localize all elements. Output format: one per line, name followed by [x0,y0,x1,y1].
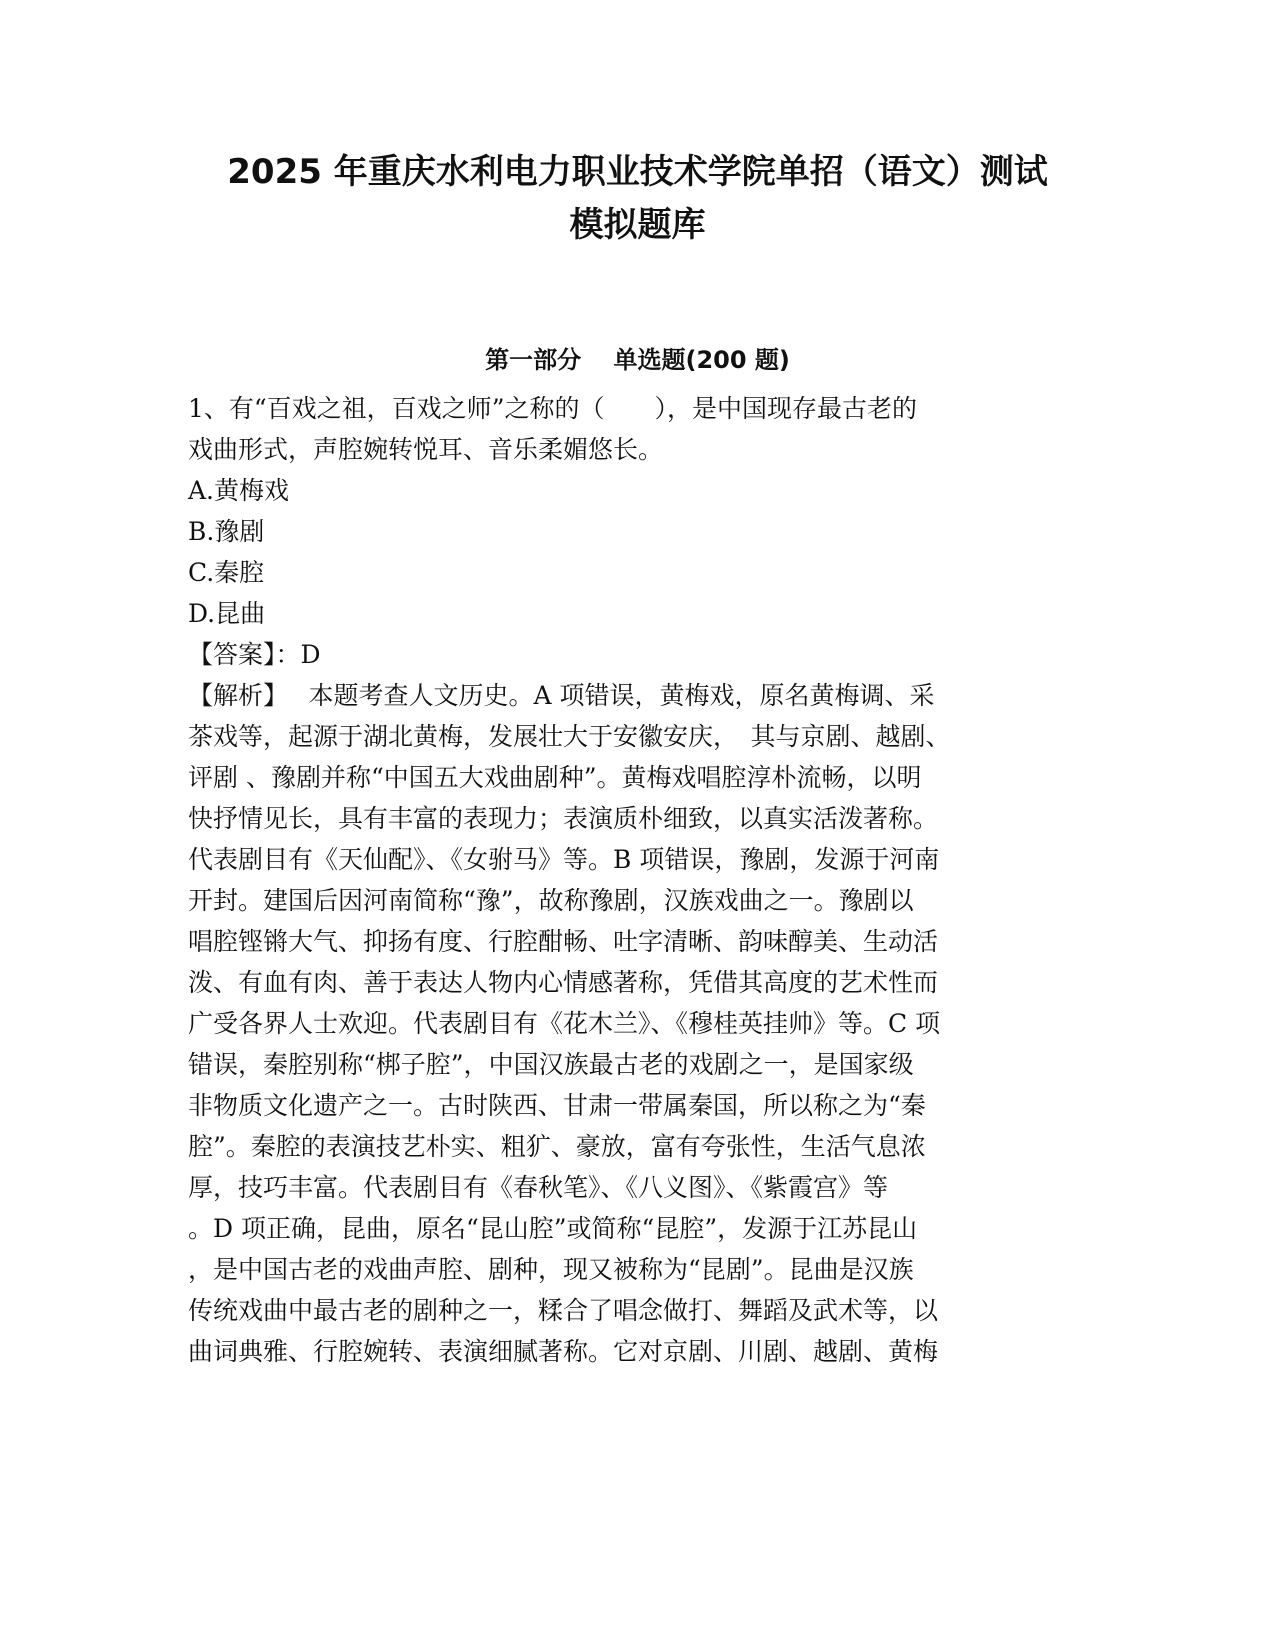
explanation-line: ，是中国古老的戏曲声腔、剧种，现又被称为“昆剧”。昆曲是汉族 [188,1255,914,1284]
explanation-line: 代表剧目有《天仙配》、《女驸马》等。B 项错误，豫剧，发源于河南 [188,845,940,874]
answer-line: 【答案】：D [188,640,321,669]
question-stem-line: 1、有“百戏之祖，百戏之师”之称的（ ），是中国现存最古老的 [188,394,917,423]
explanation-line: 厚，技巧丰富。代表剧目有《春秋笔》、《八义图》、《紫霞宫》等 [188,1173,889,1202]
document-title-line-2: 模拟题库 [569,205,706,245]
question-stem-line: 戏曲形式，声腔婉转悦耳、音乐柔媚悠长。 [188,435,664,464]
option-c: C.秦腔 [188,558,265,587]
explanation-line: 唱腔铿锵大气、抑扬有度、行腔酣畅、吐字清晰、韵味醇美、生动活 [188,927,939,956]
explanation-line: 。D 项正确，昆曲，原名“昆山腔”或简称“昆腔”，发源于江苏昆山 [188,1214,918,1243]
explanation-line: 曲词典雅、行腔婉转、表演细腻著称。它对京剧、川剧、越剧、黄梅 [188,1337,939,1366]
explanation-line: 腔”。秦腔的表演技艺朴实、粗犷、豪放，富有夸张性，生活气息浓 [188,1132,926,1161]
explanation-line: 【解析】 本题考查人文历史。A 项错误，黄梅戏，原名黄梅调、采 [188,681,935,710]
document-title-line-1: 2025 年重庆水利电力职业技术学院单招（语文）测试 [227,152,1048,192]
explanation-line: 广受各界人士欢迎。代表剧目有《花木兰》、《穆桂英挂帅》等。C 项 [188,1009,941,1038]
option-b: B.豫剧 [188,517,265,546]
explanation-line: 快抒情见长，具有丰富的表现力；表演质朴细致，以真实活泼著称。 [188,804,939,833]
option-a: A.黄梅戏 [188,476,290,505]
option-d: D.昆曲 [188,599,266,628]
explanation-line: 泼、有血有肉、善于表达人物内心情感著称，凭借其高度的艺术性而 [188,968,939,997]
explanation-line: 茶戏等，起源于湖北黄梅，发展壮大于安徽安庆， 其与京剧、越剧、 [188,722,951,751]
explanation-line: 评剧 、豫剧并称“中国五大戏曲剧种”。黄梅戏唱腔淳朴流畅，以明 [188,763,922,792]
explanation-line: 传统戏曲中最古老的剧种之一，糅合了唱念做打、舞蹈及武术等，以 [188,1296,939,1325]
explanation-line: 错误，秦腔别称“梆子腔”，中国汉族最古老的戏剧之一，是国家级 [188,1050,914,1079]
explanation-line: 开封。建国后因河南简称“豫”，故称豫剧，汉族戏曲之一。豫剧以 [188,886,914,915]
section-heading: 第一部分 单选题(200 题) [485,346,790,374]
explanation-line: 非物质文化遗产之一。古时陕西、甘肃一带属秦国，所以称之为“秦 [188,1091,926,1120]
